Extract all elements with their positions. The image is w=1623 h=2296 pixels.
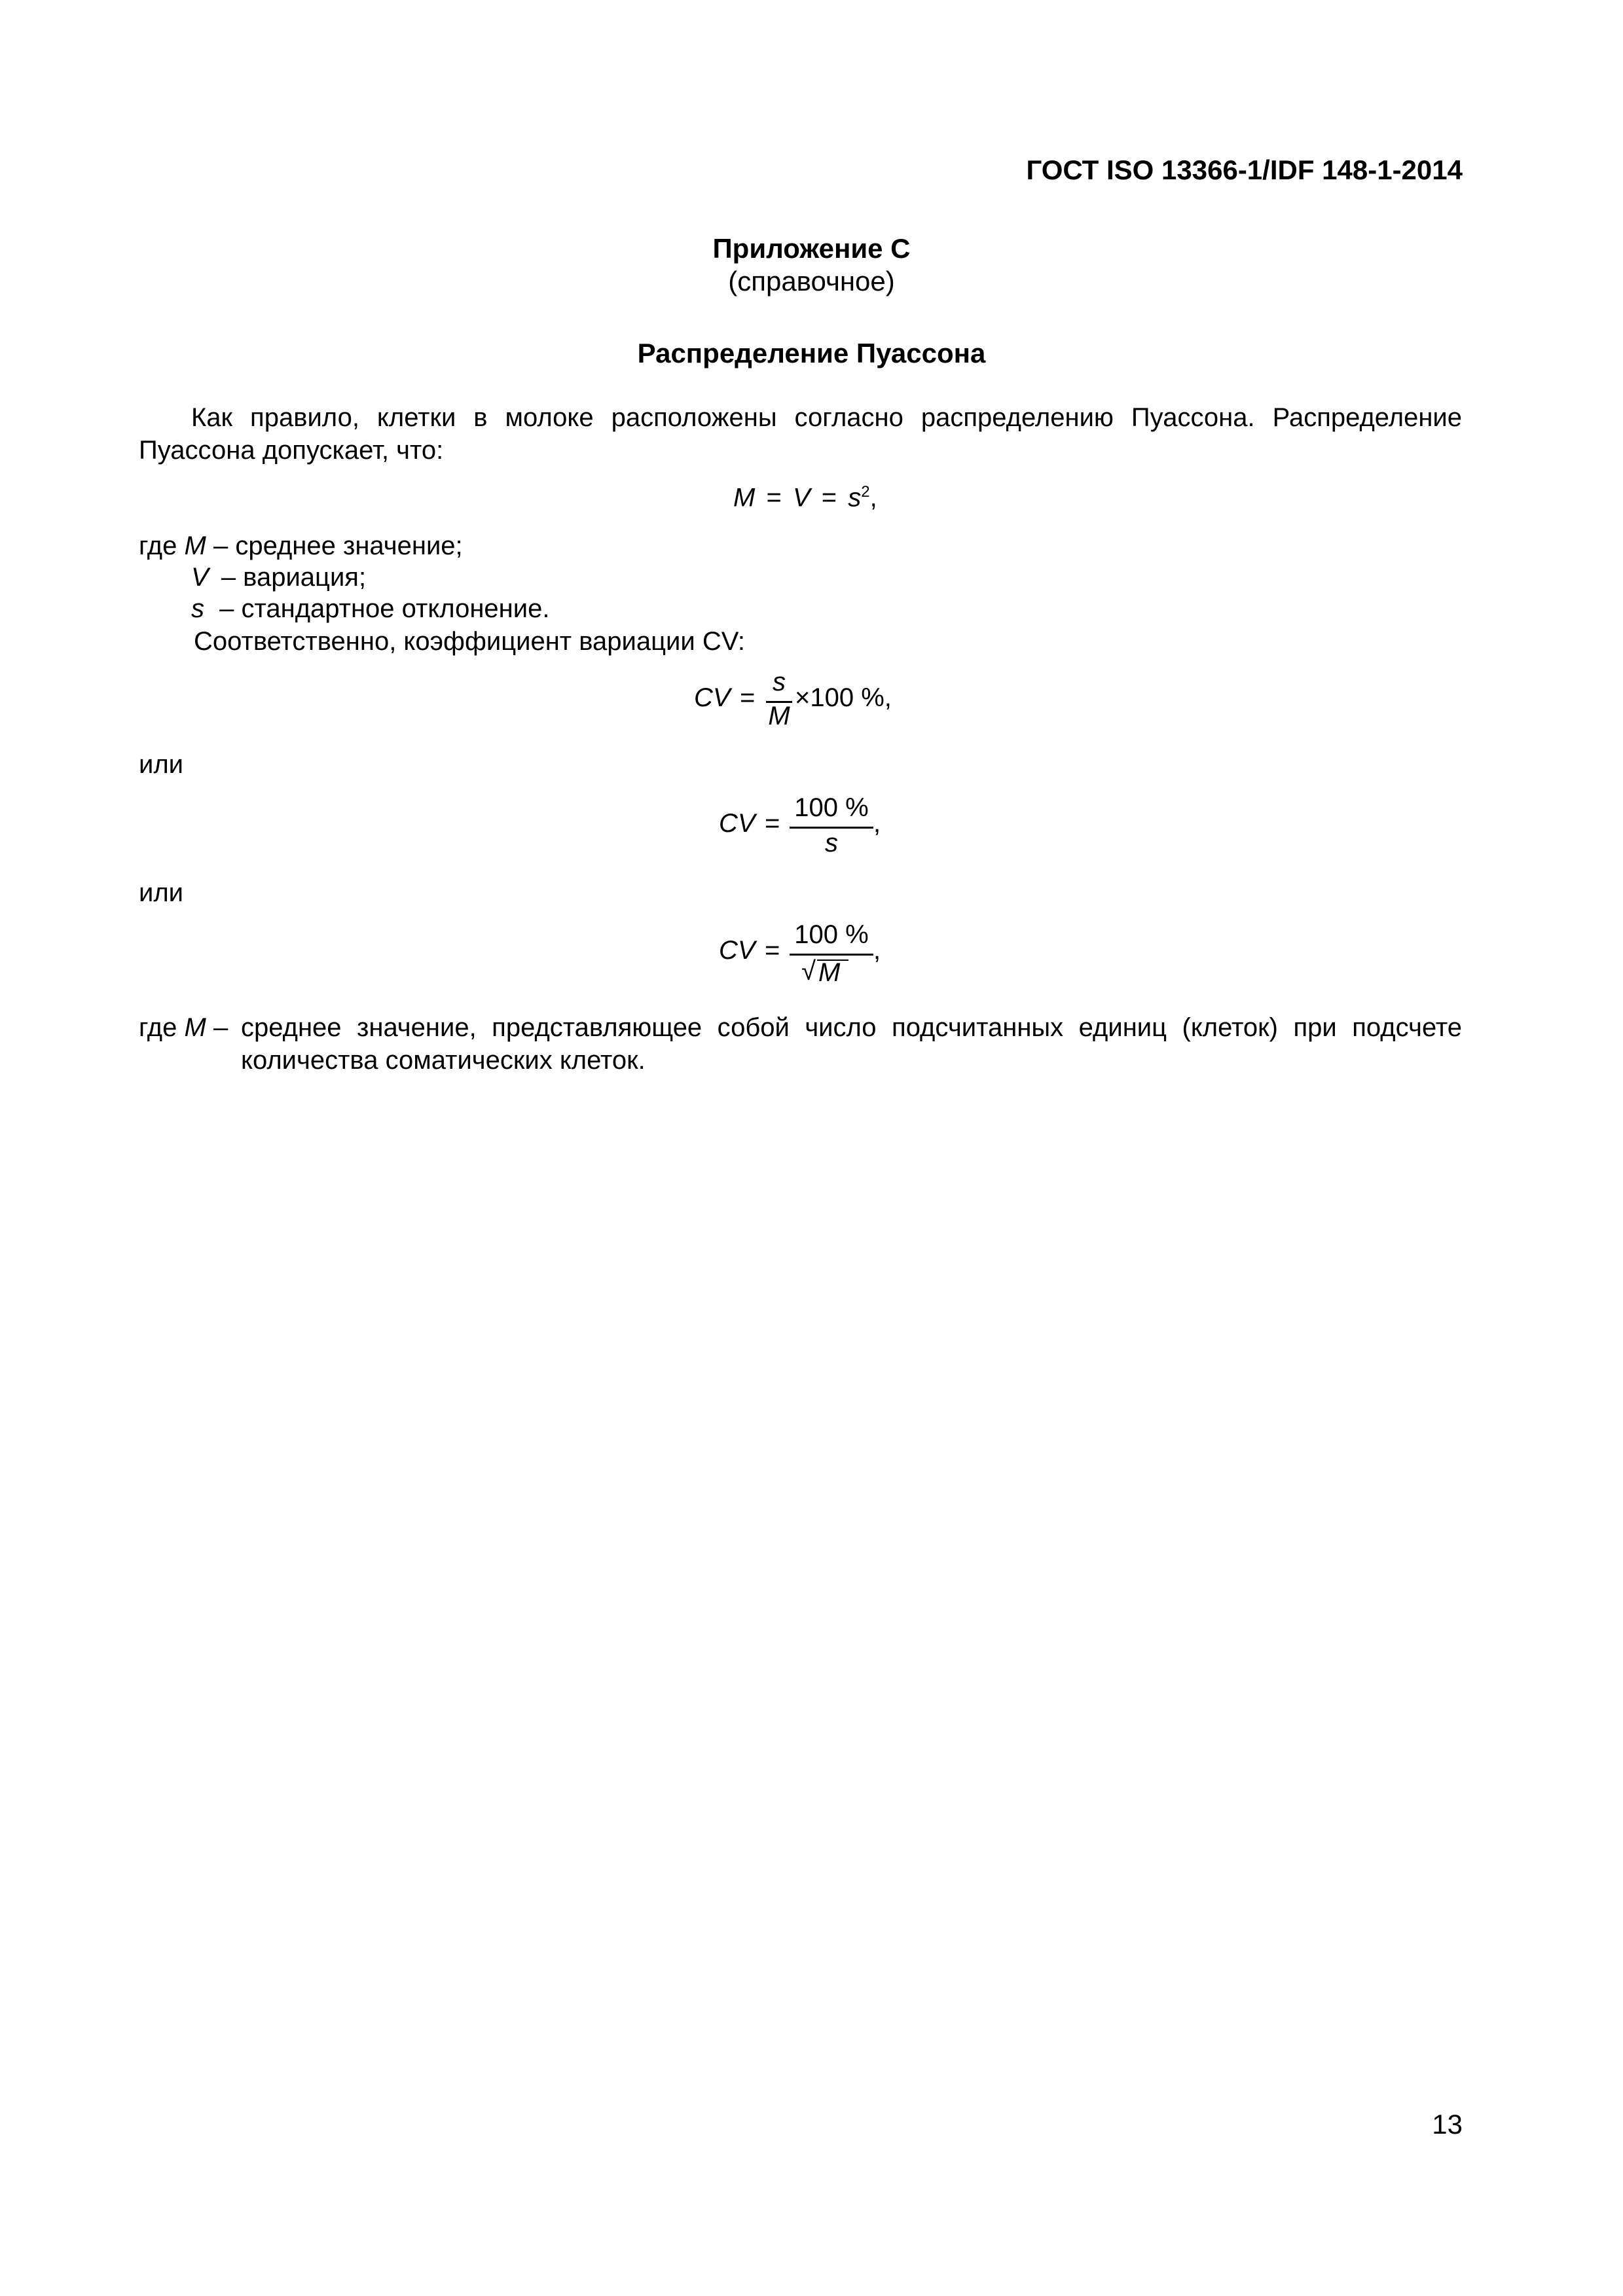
where-s-line <box>191 593 549 624</box>
formula-equals: = <box>740 683 756 712</box>
where-symbol-m: M <box>184 1013 206 1042</box>
or-connector-2: или <box>139 878 184 907</box>
paragraph-line-1: Как правило, клетки в молоке расположены согласно распределению Пуассона. Распределение <box>191 403 1462 432</box>
annex-title: Приложение С <box>712 233 911 264</box>
formula-comma: , <box>869 483 877 512</box>
document-standard-header: ГОСТ ISO 13366-1/IDF 148-1-2014 <box>1026 154 1463 185</box>
formula-symbol-m: M <box>733 483 756 512</box>
formula-numerator: 100 % <box>794 920 869 949</box>
where-m-line <box>139 530 463 562</box>
paragraph-line-2: Пуассона допускает, что: <box>139 436 444 465</box>
formula-equals: = <box>765 936 780 965</box>
cv-intro-line: Соответственно, коэффициент вариации CV: <box>194 627 746 656</box>
annex-status: (справочное) <box>728 266 895 296</box>
section-title: Распределение Пуассона <box>637 338 986 368</box>
fraction-bar <box>790 954 873 956</box>
formula-cv-label: CV <box>719 936 756 965</box>
where-dash: – <box>213 1013 228 1042</box>
formula-comma: , <box>873 936 881 965</box>
formula-equals: = <box>766 483 782 512</box>
formula-multiplier: ×100 %, <box>795 683 892 712</box>
formula-cv-1 <box>694 668 903 746</box>
formula-symbol-v: V <box>792 483 811 512</box>
formula-poisson <box>733 483 877 516</box>
formula-comma: , <box>873 809 881 838</box>
where-s-definition: – стандартное отклонение. <box>219 594 550 623</box>
formula-cv-3 <box>719 920 889 1001</box>
where-lead: где <box>139 1013 177 1042</box>
formula-numerator: 100 % <box>794 793 869 822</box>
formula-denominator: M <box>818 958 841 987</box>
where-symbol-m: M <box>184 531 206 560</box>
where-v-line <box>191 562 366 593</box>
formula-numerator: s <box>773 668 786 696</box>
formula-equals: = <box>821 483 837 512</box>
where-final-line-2: количества соматических клеток. <box>241 1046 646 1075</box>
formula-cv-label: CV <box>694 683 731 712</box>
formula-denominator: s <box>825 829 838 857</box>
formula-equals: = <box>765 809 780 838</box>
where-symbol-s: s <box>191 594 204 623</box>
where-final-definition: среднее значение, представляющее собой число подсчитанных единиц (клеток) при подсчете <box>241 1013 1462 1042</box>
sqrt-icon: √ <box>801 957 816 986</box>
page-number: 13 <box>1432 2109 1463 2140</box>
or-connector-1: или <box>139 750 184 779</box>
where-m-definition: – среднее значение; <box>213 531 463 560</box>
formula-cv-label: CV <box>719 809 756 838</box>
formula-denominator: M <box>768 702 790 730</box>
where-final-line-1 <box>139 1012 228 1043</box>
formula-cv-2 <box>719 793 889 872</box>
where-v-definition: – вариация; <box>221 563 367 592</box>
formula-exponent: 2 <box>861 483 870 501</box>
formula-symbol-s: s <box>848 483 862 512</box>
where-lead: где <box>139 531 177 560</box>
where-symbol-v: V <box>191 563 209 592</box>
